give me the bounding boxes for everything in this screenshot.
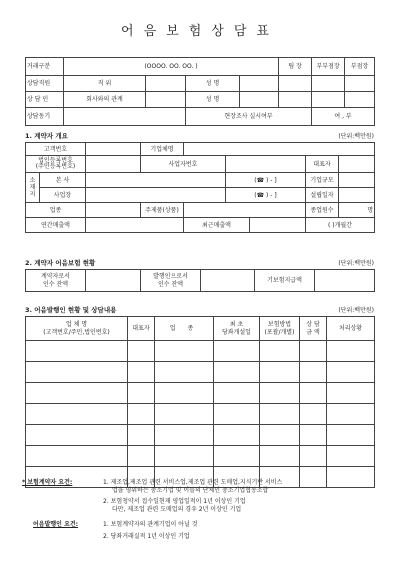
issuer-cell[interactable] xyxy=(260,446,300,467)
staff-name-field[interactable] xyxy=(240,76,279,92)
table-row xyxy=(26,404,375,425)
issuer-company-header xyxy=(26,317,128,341)
issuer-cell[interactable] xyxy=(155,362,214,383)
table-row xyxy=(26,341,375,362)
staff-position-label: 직 위 xyxy=(64,76,146,92)
paid-insurance-field[interactable] xyxy=(315,270,375,292)
site-visit-label: 현장조사 실시여부 xyxy=(186,108,312,126)
table-row xyxy=(26,362,375,383)
client-no-label: 고객번호 xyxy=(26,143,86,156)
main-product-label: 주제품(상품) xyxy=(141,203,184,218)
issuer-cell[interactable] xyxy=(26,383,128,404)
issuer-cell[interactable] xyxy=(260,362,300,383)
company-scale-field[interactable] xyxy=(339,173,375,188)
issuer-cell[interactable] xyxy=(128,362,155,383)
issuer-cell[interactable] xyxy=(260,425,300,446)
approval-box[interactable] xyxy=(312,76,345,92)
table-row xyxy=(26,425,375,446)
hq-address-field[interactable] xyxy=(86,173,226,188)
staff-position-field[interactable] xyxy=(146,76,186,92)
issuer-cell[interactable] xyxy=(300,467,327,488)
approval-box[interactable] xyxy=(345,76,375,92)
contractor-requirements-title: * 보험계약자 요건: xyxy=(22,479,73,486)
issuer-cell[interactable] xyxy=(155,425,214,446)
issuer-cell[interactable] xyxy=(128,383,155,404)
approval-box[interactable] xyxy=(345,92,375,108)
section-2-title: 2. 계약자 어음보험 현황 xyxy=(25,259,96,267)
hq-label: 본 사 xyxy=(40,173,86,188)
issuer-cell[interactable] xyxy=(260,383,300,404)
main-product-field[interactable] xyxy=(184,203,306,218)
req-2: 2. 보험청약서 접수일현재 영업일적이 1년 이상인 기업 xyxy=(103,498,246,505)
section-1-unit: (단위:백만원) xyxy=(338,133,374,140)
annual-sales-field[interactable] xyxy=(86,218,184,233)
issuer-requirements-title: 어음발행인 요건: xyxy=(33,521,79,528)
issuer-cell[interactable] xyxy=(327,383,375,404)
consult-date: (OOOO. OO. OO. ) xyxy=(64,58,279,76)
issuer-cell[interactable] xyxy=(327,425,375,446)
issuer-cell[interactable] xyxy=(327,446,375,467)
annual-sales-label: 연간매출액 xyxy=(26,218,86,233)
issuer-cell[interactable] xyxy=(300,446,327,467)
issuer-cell[interactable] xyxy=(26,425,128,446)
issuer-amount-header: 상 담 금 액 xyxy=(300,317,327,341)
issuer-cell[interactable] xyxy=(128,341,155,362)
issuer-cell[interactable] xyxy=(214,446,260,467)
recent-sales-label: 최근매출액 xyxy=(184,218,250,233)
location-label: 소 재 지 xyxy=(26,173,40,203)
approval-deputy-manager: 부부점장 xyxy=(312,58,345,76)
contractor-table xyxy=(25,142,375,233)
issuer-cell[interactable] xyxy=(214,404,260,425)
site-address-field[interactable] xyxy=(86,188,226,203)
approval-box[interactable] xyxy=(312,92,345,108)
req-1: 1. 제조업,제조업 관련 서비스업,제조업 관련 도매업,지식기반 서비스 xyxy=(103,479,283,486)
relation-label: 회사와의 관계 xyxy=(64,92,146,108)
approval-box[interactable] xyxy=(279,76,312,92)
issuer-balance-field[interactable] xyxy=(201,270,255,292)
staff-name-label: 성 명 xyxy=(186,76,240,92)
issuer-company-header-label: 업 체 명 xyxy=(65,320,88,328)
issuer-cell[interactable] xyxy=(128,425,155,446)
recent-sales-field[interactable] xyxy=(250,218,306,233)
corp-reg-no-field[interactable] xyxy=(86,156,141,173)
industry-label: 업종 xyxy=(26,203,86,218)
trade-type-label: 거래구분 xyxy=(26,58,64,76)
site-label: 사업장 xyxy=(40,188,86,203)
iss-1: 1. 보험계약자의 관계기업이 아닐 것 xyxy=(103,521,198,528)
issuer-cell[interactable] xyxy=(300,362,327,383)
section-1-title: 1. 계약자 개요 xyxy=(25,132,68,140)
paid-insurance-label: 기보험지급액 xyxy=(255,270,315,292)
issuer-first-account-header: 최 초 당좌개설일 xyxy=(214,317,260,341)
contractor-balance-label: 계약자로서 인수 잔액 xyxy=(26,270,86,292)
issuer-cell[interactable] xyxy=(214,425,260,446)
issuer-cell[interactable] xyxy=(327,467,375,488)
page-title: 어음보험상담표 xyxy=(121,24,279,39)
issuer-cell[interactable] xyxy=(214,383,260,404)
issuer-requirements-label xyxy=(33,521,78,529)
issuer-cell[interactable] xyxy=(26,362,128,383)
company-name-label: 기업체명 xyxy=(141,143,184,156)
issuer-cell[interactable] xyxy=(128,404,155,425)
table-row xyxy=(26,383,375,404)
employees-field[interactable] xyxy=(339,203,375,218)
iss-2: 2. 당좌거래실적 1년 이상인 기업 xyxy=(103,533,190,540)
issuer-cell[interactable] xyxy=(260,404,300,425)
issuer-cell[interactable] xyxy=(155,383,214,404)
approval-team-lead: 팀 장 xyxy=(279,58,312,76)
issuer-cell[interactable] xyxy=(155,404,214,425)
req-1b: 업을 영위하는 중소기업 및 이들의 단체인 중소기업협동조합 xyxy=(112,487,269,494)
founded-field[interactable] xyxy=(339,188,375,203)
relation-field[interactable] xyxy=(146,92,186,108)
issuer-cell[interactable] xyxy=(26,341,128,362)
issuer-cell[interactable] xyxy=(128,446,155,467)
issuer-cell[interactable] xyxy=(155,446,214,467)
issuer-cell[interactable] xyxy=(214,362,260,383)
corp-reg-no-label: 법인등록번호 (주민등록번호) xyxy=(26,156,86,173)
table-row xyxy=(26,446,375,467)
motive-label: 상담동기 xyxy=(26,108,64,126)
issuer-cell[interactable] xyxy=(327,362,375,383)
industry-field[interactable] xyxy=(86,203,141,218)
company-name-field[interactable] xyxy=(184,143,375,156)
issuer-cell[interactable] xyxy=(26,446,128,467)
req-2b: 다만, 제조업 관련 도매업의 경우 2년 이상인 기업 xyxy=(112,506,242,513)
contractor-requirements-label xyxy=(22,479,72,487)
counselee-name-field[interactable] xyxy=(240,92,279,108)
issuer-cell[interactable] xyxy=(327,341,375,362)
motive-field[interactable] xyxy=(64,108,186,126)
issuer-cell[interactable] xyxy=(327,404,375,425)
issuer-cell[interactable] xyxy=(300,404,327,425)
issuer-status-header: 처리상황 xyxy=(327,317,375,341)
ceo-label: 대표자 xyxy=(306,156,339,173)
counselee-name-label: 성 명 xyxy=(186,92,240,108)
issuer-company-header-sub: (고객번호/주민,법인번호) xyxy=(43,328,110,336)
issuer-cell[interactable] xyxy=(214,341,260,362)
section-3-title: 3. 어음발행인 현황 및 상담내용 xyxy=(25,306,117,314)
header-table xyxy=(25,57,375,126)
issuer-cell[interactable] xyxy=(155,341,214,362)
issuer-ceo-header: 대표자 xyxy=(128,317,155,341)
contractor-balance-field[interactable] xyxy=(86,270,141,292)
issuer-cell[interactable] xyxy=(26,404,128,425)
issuer-method-header: 보험방법 (포괄/개별) xyxy=(260,317,300,341)
hq-phone[interactable]: (☎ ) - ] xyxy=(226,173,306,188)
employees-unit: 명 xyxy=(367,206,374,214)
section-2-unit: (단위:백만원) xyxy=(338,260,374,267)
client-no-field[interactable] xyxy=(86,143,141,156)
site-phone[interactable]: (☎ ) - ] xyxy=(226,188,306,203)
issuer-table xyxy=(25,316,375,488)
founded-label: 설립일자 xyxy=(306,188,339,203)
issuer-industry-header: 업 종 xyxy=(155,317,214,341)
ceo-field[interactable] xyxy=(339,156,375,173)
counselee-label: 상 담 인 xyxy=(26,92,64,108)
issuer-cell[interactable] xyxy=(300,341,327,362)
issuer-cell[interactable] xyxy=(300,383,327,404)
section-3-unit: (단위:백만원) xyxy=(338,307,374,314)
approval-manager: 부점장 xyxy=(345,58,375,76)
insurance-status-table xyxy=(25,269,375,292)
company-scale-label: 기업규모 xyxy=(306,173,339,188)
issuer-cell[interactable] xyxy=(300,425,327,446)
employees-label: 종업원수 xyxy=(306,203,339,218)
issuer-cell[interactable] xyxy=(260,341,300,362)
staff-label: 상담직원 xyxy=(26,76,64,92)
recent-sales-months[interactable]: ( )개월간 xyxy=(306,218,375,233)
biz-reg-no-field[interactable] xyxy=(226,156,306,173)
site-visit-yn[interactable]: 여 , 부 xyxy=(312,108,375,126)
biz-reg-no-label: 사업자번호 xyxy=(141,156,226,173)
issuer-balance-label: 발행인으로서 인수 잔액 xyxy=(141,270,201,292)
approval-box[interactable] xyxy=(279,92,312,108)
